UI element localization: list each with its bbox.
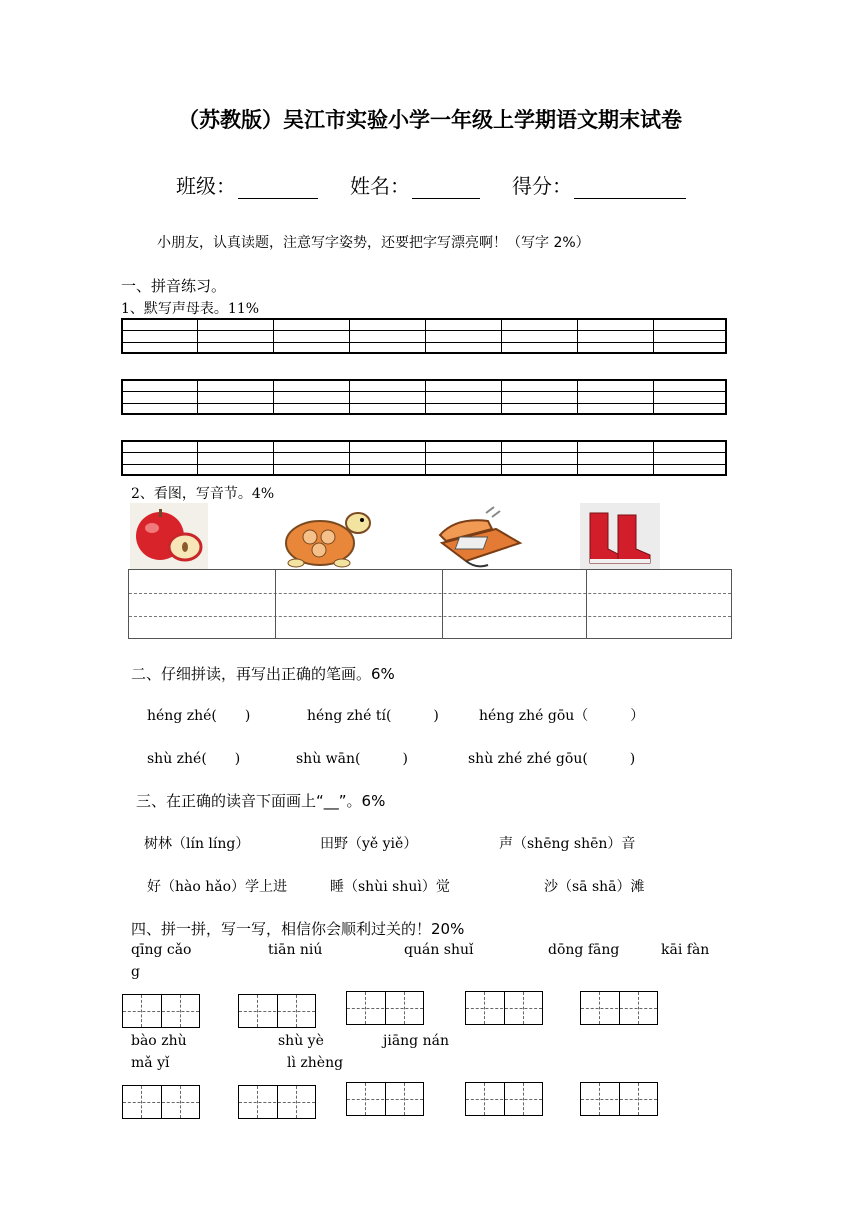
boots-image (580, 503, 660, 569)
class-label: 班级： (176, 174, 236, 198)
pinyin-word: kāi fàn (661, 942, 710, 958)
reading-item: 田野（yě yiě） (320, 836, 418, 852)
q2-text: 2、看图，写音节。4% (131, 486, 275, 502)
tianzige-box[interactable] (465, 1082, 543, 1116)
section4-heading: 四、拼一拼，写一写，相信你会顺利过关的！20% (131, 920, 465, 938)
pinyin-word: quán shuǐ (404, 942, 474, 958)
reading-item: 树林（lín líng） (144, 836, 250, 852)
class-field (176, 170, 318, 199)
page-title: （苏教版）吴江市实验小学一年级上学期语文期末试卷 (178, 108, 682, 132)
pinyin-word: jiāng nán (383, 1033, 449, 1049)
stroke-item: shù zhé zhé gōu( ) (468, 751, 636, 767)
reading-item: 声（shēng shēn）音 (499, 836, 636, 852)
section1-heading: 一、拼音练习。 (121, 277, 227, 295)
picture-pinyin-boxes[interactable] (128, 569, 732, 639)
initials-grid-3[interactable] (121, 440, 727, 476)
name-field (350, 170, 480, 199)
reading-item: 沙（sā shā）滩 (544, 879, 645, 895)
intro-text: 小朋友，认真读题，注意写字姿势，还要把字写漂亮啊！（写字 2%） (157, 235, 590, 251)
tianzige-box[interactable] (122, 1085, 200, 1119)
name-blank[interactable] (412, 178, 480, 199)
section3-heading: 三、在正确的读音下面画上“__”。6% (136, 792, 386, 810)
score-label: 得分： (512, 174, 572, 198)
pinyin-word: mǎ yǐ (131, 1055, 170, 1071)
tianzige-box[interactable] (238, 1085, 316, 1119)
tianzige-box[interactable] (346, 1082, 424, 1116)
pinyin-word: qīng cǎo (131, 942, 192, 958)
pinyin-word: g (131, 964, 140, 980)
reading-item: 睡（shùi shuì）觉 (330, 879, 450, 895)
stroke-item: shù zhé( ) (147, 751, 241, 767)
stroke-item: héng zhé tí( ) (307, 708, 439, 724)
tianzige-box[interactable] (238, 994, 316, 1028)
initials-grid-1[interactable] (121, 318, 727, 354)
pinyin-word: shù yè (278, 1033, 324, 1049)
section2-heading: 二、仔细拼读，再写出正确的笔画。6% (131, 665, 395, 683)
tianzige-box[interactable] (580, 991, 658, 1025)
tianzige-box[interactable] (122, 994, 200, 1028)
tianzige-box[interactable] (465, 991, 543, 1025)
pinyin-word: dōng fāng (548, 942, 620, 958)
class-blank[interactable] (238, 178, 318, 199)
stroke-item: héng zhé( ) (147, 708, 251, 724)
reading-item: 好（hào hǎo）学上进 (147, 879, 288, 895)
stroke-item: shù wān( ) (296, 751, 408, 767)
stroke-item: héng zhé gōu（ ） (479, 708, 645, 724)
apple-image (130, 503, 208, 569)
tianzige-box[interactable] (346, 991, 424, 1025)
score-field (512, 170, 686, 199)
score-blank[interactable] (574, 178, 686, 199)
pinyin-word: bào zhù (131, 1033, 187, 1049)
pinyin-word: tiān niú (268, 942, 323, 958)
q1-text: 1、默写声母表。11% (121, 301, 260, 317)
turtle-image (280, 503, 372, 569)
tianzige-box[interactable] (580, 1082, 658, 1116)
initials-grid-2[interactable] (121, 379, 727, 415)
pinyin-word: lì zhèng (287, 1055, 344, 1071)
name-label: 姓名： (350, 174, 410, 198)
telephone-image (436, 503, 524, 569)
